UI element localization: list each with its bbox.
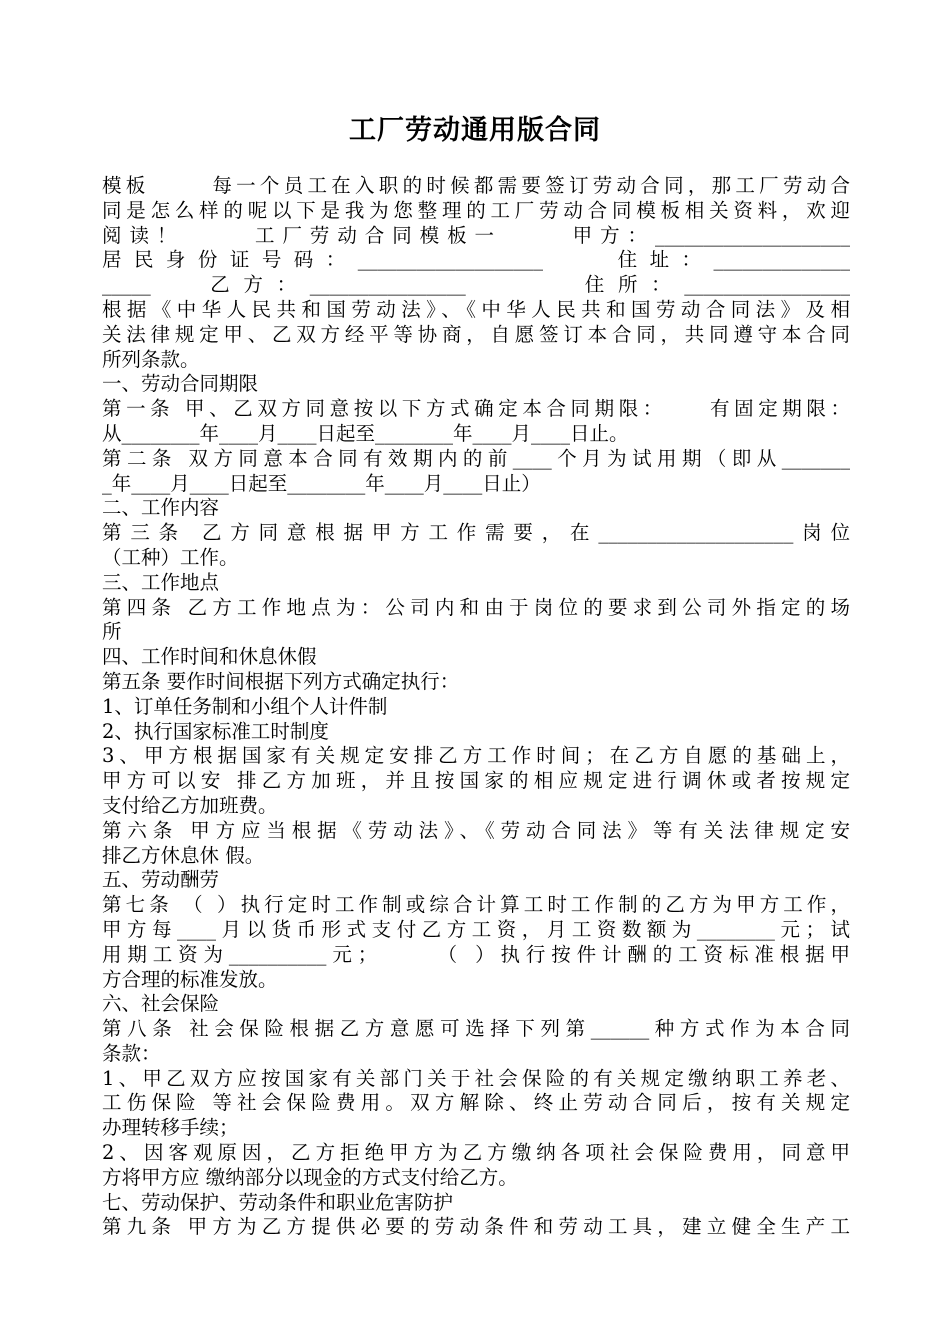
text-line: 第二条 双方同意本合同有效期内的前____个月为试用期（即从_______ — [102, 446, 850, 470]
text-line: 第一条 甲、乙双方同意按以下方式确定本合同期限： 有固定期限： — [102, 397, 850, 421]
text-line: 1、订单任务制和小组个人计件制 — [102, 694, 388, 718]
text-line: 模板 每一个员工在入职的时候都需要签订劳动合同，那工厂劳动合 — [102, 174, 850, 197]
text-line: 六、社会保险 — [102, 992, 220, 1016]
text-line: 阅读！ 工厂劳动合同模板一 甲方：____________________ — [102, 223, 850, 247]
text-line: 办理转移手续； — [102, 1116, 239, 1140]
text-line: 甲方可以安 排乙方加班，并且按国家的相应规定进行调休或者按规定 — [102, 769, 850, 793]
text-line: 方合理的标准发放。 — [102, 967, 278, 991]
document-title: 工厂劳动通用版合同 — [349, 115, 601, 146]
text-line: 工伤保险 等社会保险费用。双方解除、终止劳动合同后，按有关规定 — [102, 1091, 850, 1115]
text-line: 从________年____月____日起至________年____月____日止。 — [102, 421, 629, 445]
text-line: 二、工作内容 — [102, 496, 220, 520]
text-line: 三、工作地点 — [102, 570, 220, 594]
text-line: 根据《中华人民共和国劳动法》、《中华人民共和国劳动合同法》及相 — [102, 297, 850, 321]
text-line: 第四条 乙方工作地点为：公司内和由于岗位的要求到公司外指定的场 — [102, 595, 850, 619]
document-body — [102, 174, 850, 1240]
text-line: 2、执行国家标准工时制度 — [102, 719, 329, 743]
text-line: 第八条 社会保险根据乙方意愿可选择下列第______种方式作为本合同 — [102, 1017, 850, 1041]
text-line: 所列条款。 — [102, 347, 200, 371]
text-line: 一、劳动合同期限 — [102, 372, 259, 396]
text-line: 用期工资为__________元； （ ）执行按件计酬的工资标准根据甲 — [102, 942, 850, 966]
text-line: 五、劳动酬劳 — [102, 868, 220, 892]
text-line: 方将甲方应 缴纳部分以现金的方式支付给乙方。 — [102, 1165, 518, 1189]
text-line: 2、因客观原因，乙方拒绝甲方为乙方缴纳各项社会保险费用，同意甲 — [102, 1141, 850, 1165]
text-line: 排乙方休息休 假。 — [102, 843, 265, 867]
text-line: 条款： — [102, 1041, 161, 1065]
text-line: 关法律规定甲、乙双方经平等协商，自愿签订本合同，共同遵守本合同 — [102, 322, 850, 346]
text-line: _____ 乙方：________________ 住所：_________________ — [102, 273, 850, 297]
text-line: 同是怎么样的呢以下是我为您整理的工厂劳动合同模板相关资料，欢迎 — [102, 198, 850, 222]
text-line: 第九条 甲方为乙方提供必要的劳动条件和劳动工具，建立健全生产工 — [102, 1215, 850, 1239]
text-line: 支付给乙方加班费。 — [102, 793, 278, 817]
text-line: 四、工作时间和休息休假 — [102, 645, 317, 669]
text-line: 1、甲乙双方应按国家有关部门关于社会保险的有关规定缴纳职工养老、 — [102, 1066, 850, 1090]
text-line: 七、劳动保护、劳动条件和职业危害防护 — [102, 1190, 454, 1214]
text-line: （工种）工作。 — [102, 545, 239, 569]
text-line: 居民身份证号码：___________________ 住址：______________ — [102, 248, 850, 272]
text-line: 第六条 甲方应当根据《劳动法》、《劳动合同法》等有关法律规定安 — [102, 818, 850, 842]
text-line: 所 — [102, 620, 122, 644]
text-line: 甲方每____月以货币形式支付乙方工资，月工资数额为________元；试 — [102, 917, 850, 941]
text-line: 第五条 要作时间根据下列方式确定执行： — [102, 669, 460, 693]
text-line: 第三条 乙方同意根据甲方工作需要，在____________________岗位 — [102, 521, 850, 545]
text-line: 第七条 （ ）执行定时工作制或综合计算工时工作制的乙方为甲方工作， — [102, 893, 850, 917]
text-line: _年____月____日起至________年____月____日止） — [102, 471, 541, 495]
text-line: 3、甲方根据国家有关规定安排乙方工作时间；在乙方自愿的基础上， — [102, 744, 850, 768]
